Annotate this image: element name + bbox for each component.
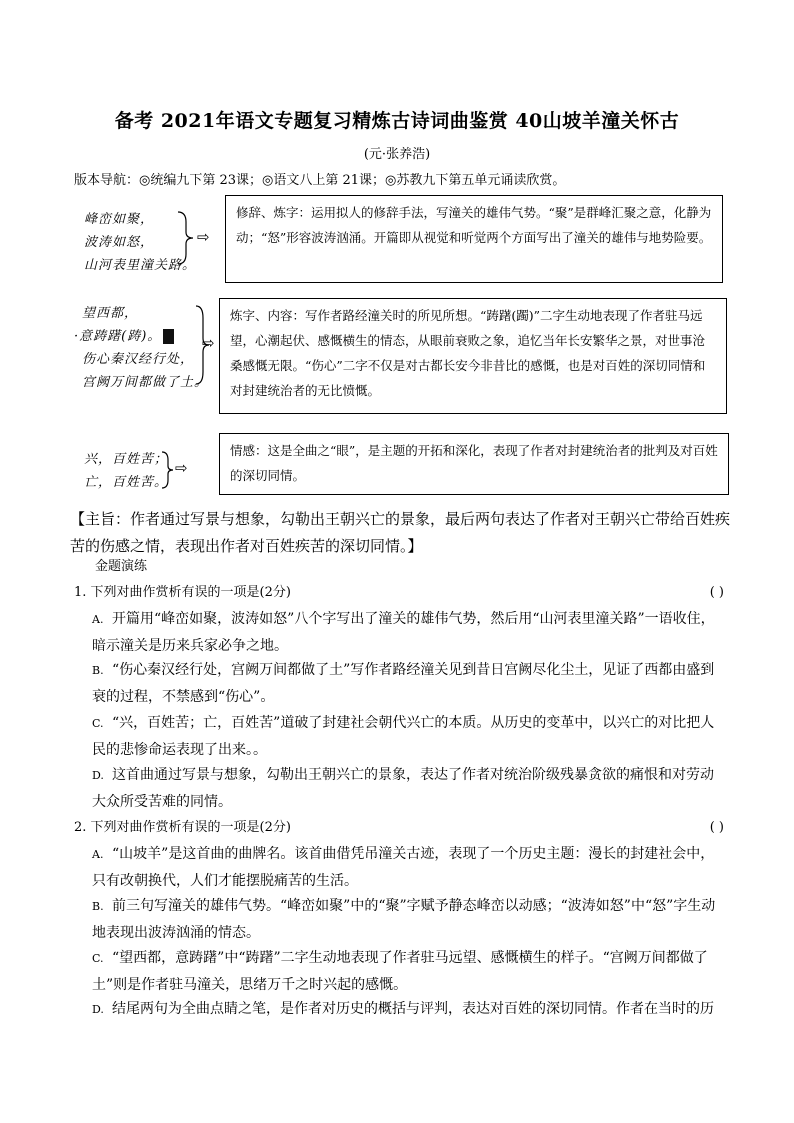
right-brace-icon: [160, 450, 176, 490]
poem-line: 宫阙万间都做了土。: [82, 375, 209, 390]
option-text: “山坡羊”是这首曲的曲牌名。该首曲借凭吊潼关古迹，表现了一个历史主题：漫长的封建社会中，只有改朝换代，人们才能摆脱痛苦的生活。: [92, 846, 715, 889]
option-text: “望西都，意踌躇”中“踌躇”二字生动地表现了作者驻马远望、感慨横生的样子。“宫阙万间都做了土”则是作者驻马潼关，思绪万千之时兴起的感慨。: [92, 950, 708, 993]
poem-stanza-2: [74, 302, 209, 394]
right-brace-icon: [176, 210, 196, 266]
highlight-mark-icon: [163, 329, 174, 344]
option-1A: [92, 606, 724, 660]
option-2D: [92, 996, 724, 1023]
option-text: 前三句写潼关的雄伟气势。“峰峦如聚”中的“聚”字赋予静态峰峦以动感；“波涛如怒”中“怒”字生动地表现出波涛汹涌的情态。: [92, 898, 716, 941]
option-label: B.: [92, 664, 104, 677]
right-arrow-icon: ⇨: [202, 334, 215, 352]
theme-summary: 【主旨：作者通过写景与想象，勾勒出王朝兴亡的景象，最后两句表达了作者对王朝兴亡带给百姓疾苦的伤感之情，表现出作者对百姓疾苦的深切同情。】: [70, 510, 731, 555]
analysis-box-2: 炼字、内容：写作者路经潼关时的所见所想。“踌躇(躅)”二字生动地表现了作者驻马远望，心潮起伏、感慨横生的情态，从眼前衰败之象，追忆当年长安繁华之景，对世事沧桑感慨无限。“伤心”二字不仅是对古都长安今非昔比的感慨，也是对百姓的深切同情和对封建统治者的无比愤慨。: [219, 298, 727, 414]
option-2A: [92, 841, 724, 895]
poem-line: 伤心秦汉经行处，: [82, 352, 195, 367]
option-label: C.: [92, 952, 104, 965]
section-heading: 金题演练: [95, 559, 148, 574]
poem-stanza-3: [84, 448, 168, 494]
option-text: 开篇用“峰峦如聚，波涛如怒”八个字写出了潼关的雄伟气势，然后用“山河表里潼关路”一语收住，暗示潼关是历来兵家必争之地。: [92, 611, 715, 654]
answer-blank: ( ): [709, 585, 724, 600]
option-1D: [92, 762, 724, 816]
option-2C: [92, 945, 724, 999]
question-stem-1: [74, 583, 724, 603]
right-arrow-icon: ⇨: [175, 459, 188, 477]
poem-line: 兴，百姓苦；: [84, 452, 169, 467]
answer-blank: ( ): [709, 820, 724, 835]
poem-line: ·意踌躇(踌)。: [74, 325, 208, 348]
option-text: 结尾两句为全曲点睛之笔，是作者对历史的概括与评判，表达对百姓的深切同情。作者在当时的历: [112, 1001, 714, 1017]
poem-line: 亡，百姓苦。: [84, 475, 169, 490]
poem-line: 峰峦如聚，: [84, 212, 155, 227]
question-stem-text: 1. 下列对曲作赏析有误的一项是(2分): [74, 585, 291, 600]
question-stem-text: 2. 下列对曲作赏析有误的一项是(2分): [74, 820, 291, 835]
option-label: D.: [92, 769, 104, 782]
poem-line-text: 意踌躇(踌)。: [79, 329, 162, 344]
document-title: 备考 2021年语文专题复习精炼古诗词曲鉴赏 40山坡羊潼关怀古: [114, 110, 680, 132]
option-label: A.: [92, 613, 104, 626]
poem-line: 望西都，: [82, 306, 139, 321]
option-text: 这首曲通过写景与想象，勾勒出王朝兴亡的景象，表达了作者对统治阶级残暴贪欲的痛恨和对劳动大众所受苦难的同情。: [92, 767, 714, 810]
option-label: C.: [92, 717, 104, 730]
option-text: “兴，百姓苦；亡，百姓苦”道破了封建社会朝代兴亡的本质。从历史的变革中，以兴亡的对比把人民的悲惨命运表现了出来。。: [92, 715, 715, 758]
option-2B: [92, 893, 724, 947]
version-navigation: 版本导航：◎统编九下第 23课；◎语文八上第 21课；◎苏教九下第五单元诵读欣赏。: [74, 173, 566, 188]
option-label: A.: [92, 848, 104, 861]
option-label: D.: [92, 1003, 104, 1016]
option-1C: [92, 710, 724, 764]
question-stem-2: [74, 818, 724, 838]
option-1B: [92, 657, 724, 711]
poem-line: 山河表里潼关路。: [84, 258, 197, 273]
option-label: B.: [92, 900, 104, 913]
option-text: “伤心秦汉经行处，宫阙万间都做了土”写作者路经潼关见到昔日宫阙尽化尘土，见证了西都由盛到衰的过程，不禁感到“伤心”。: [92, 662, 715, 705]
right-arrow-icon: ⇨: [197, 228, 210, 246]
author-line: (元·张养浩): [363, 147, 431, 162]
analysis-box-1: 修辞、炼字：运用拟人的修辞手法，写潼关的雄伟气势。“聚”是群峰汇聚之意，化静为动；“怒”形容波涛汹涌。开篇即从视觉和听觉两个方面写出了潼关的雄伟与地势险要。: [225, 195, 723, 283]
analysis-box-3: 情感：这是全曲之“眼”，是主题的开拓和深化，表现了作者对封建统治者的批判及对百姓的深切同情。: [219, 433, 729, 495]
poem-line: 波涛如怒，: [84, 235, 155, 250]
